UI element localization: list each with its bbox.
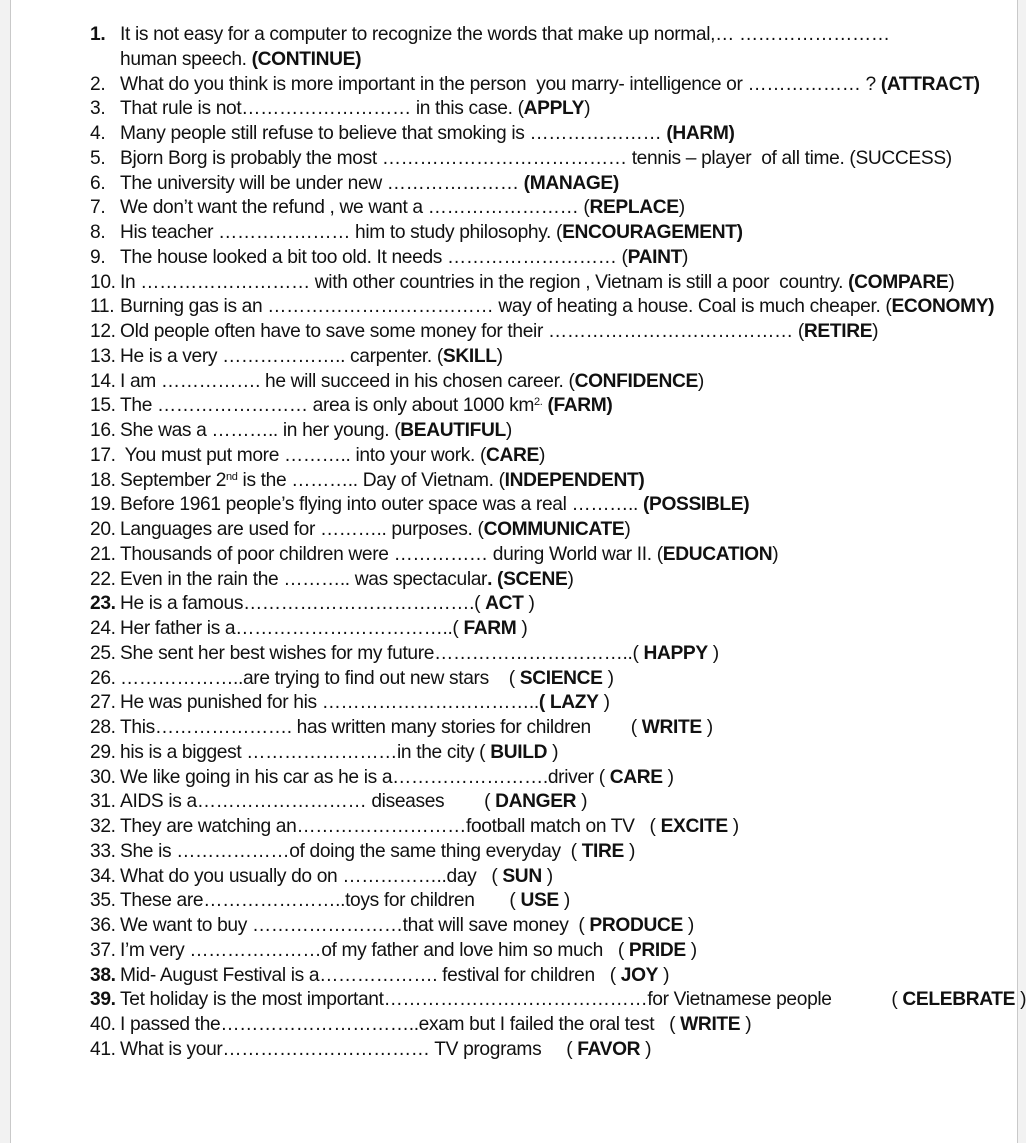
item-text <box>120 222 743 243</box>
sentence-fragment: The …………………… area is only about 1000 km <box>120 395 534 417</box>
item-number: 40. <box>90 1014 116 1035</box>
sentence-fragment: It is not easy for a computer to recognize the words that make up normal,… …………………… human speech. <box>120 24 895 70</box>
word-cue: INDEPENDENT) <box>504 469 645 491</box>
exercise-item <box>90 617 970 642</box>
sentence-fragment: What do you usually do on ……………..day ( <box>120 865 503 887</box>
item-text <box>120 420 512 441</box>
sentence-fragment: ) <box>541 865 553 887</box>
word-cue: TIRE <box>581 840 624 862</box>
item-number: 11. <box>90 296 115 318</box>
word-cue: (CONTINUE) <box>251 48 362 70</box>
item-text <box>120 23 940 73</box>
item-number: 24. <box>90 618 116 639</box>
exercise-item <box>90 493 970 518</box>
item-number: 32. <box>90 816 116 837</box>
sentence-fragment: ) <box>584 98 591 120</box>
exercise-item <box>90 766 970 791</box>
word-cue: RETIRE <box>803 321 873 342</box>
item-text <box>120 965 669 986</box>
word-cue: DANGER <box>495 791 577 813</box>
sentence-fragment: AIDS is a……………………… diseases ( <box>120 791 496 813</box>
sentence-fragment: Her father is a……………………………..( <box>120 618 464 639</box>
word-cue: FAVOR <box>577 1038 641 1060</box>
sentence-fragment: Languages are used for ……….. purposes. ( <box>120 519 484 540</box>
item-number: 21. <box>90 543 116 565</box>
item-text <box>120 890 570 911</box>
sentence-fragment: Even in the rain the ……….. was spectacular <box>120 568 488 590</box>
item-number: 9. <box>90 246 106 268</box>
sentence-fragment: Bjorn Borg is probably the most ………………………………… tennis – player of all time. (SUCCESS) <box>120 147 952 169</box>
item-number: 22. <box>90 568 116 590</box>
exercise-item <box>90 568 970 593</box>
word-cue: (FARM) <box>547 395 613 417</box>
item-text <box>120 321 878 342</box>
exercise-item <box>90 889 970 914</box>
sentence-fragment: Old people often have to save some money for their ………………………………… ( <box>120 321 804 342</box>
sentence-fragment: What is your…………………………… TV programs ( <box>120 1038 578 1060</box>
sentence-fragment: ) <box>547 741 559 763</box>
sentence-fragment: ) <box>662 766 674 788</box>
word-cue: (COMPARE <box>848 271 949 293</box>
exercise-item <box>90 320 970 345</box>
sentence-fragment: ) <box>701 717 713 738</box>
item-number: 26. <box>90 667 116 689</box>
exercise-item <box>90 196 970 221</box>
item-number: 13. <box>90 345 116 367</box>
item-text <box>120 717 713 738</box>
item-number: 23. <box>90 593 116 615</box>
sentence-fragment: ) <box>624 840 636 862</box>
item-text <box>120 98 590 119</box>
sentence-fragment: September 2 <box>120 469 227 491</box>
item-number: 31. <box>90 791 116 813</box>
sentence-fragment: ) <box>496 345 503 367</box>
item-text <box>120 618 527 639</box>
exercise-item <box>90 815 970 840</box>
item-text <box>120 742 558 763</box>
exercise-item <box>90 592 970 617</box>
exercise-item <box>90 716 970 741</box>
exercise-item <box>90 97 970 122</box>
word-cue: ( LAZY <box>538 692 599 714</box>
sentence-fragment: I passed the…………………………..exam but I failed the oral test ( <box>120 1014 681 1035</box>
item-number: 8. <box>90 222 106 243</box>
item-number: 5. <box>90 147 106 169</box>
exercise-item <box>90 543 970 568</box>
sentence-fragment: ) <box>624 519 631 540</box>
item-number: 7. <box>90 197 106 219</box>
item-text <box>120 494 749 515</box>
word-cue: (POSSIBLE) <box>642 494 750 516</box>
sentence-fragment: ) <box>685 939 697 961</box>
sentence-fragment: ) <box>602 667 614 689</box>
word-cue: WRITE <box>680 1014 741 1035</box>
item-text <box>120 989 1026 1010</box>
superscript: 2. <box>533 396 543 409</box>
word-cue: PAINT <box>627 246 682 268</box>
word-cue: . (SCENE <box>487 568 568 590</box>
sentence-fragment: ) <box>658 964 670 986</box>
exercise-item <box>90 295 995 320</box>
sentence-fragment: ) <box>516 618 528 639</box>
word-cue: WRITE <box>641 717 702 738</box>
item-text <box>120 247 688 268</box>
item-text <box>120 767 674 788</box>
word-cue: SCIENCE <box>519 667 603 689</box>
exercise-item <box>90 246 970 271</box>
item-text <box>120 470 644 491</box>
exercise-item <box>90 73 980 98</box>
item-text <box>120 173 619 194</box>
exercise-item <box>90 221 970 246</box>
item-text <box>120 1039 651 1060</box>
sentence-fragment: his is a biggest ……………………in the city ( <box>120 741 491 763</box>
exercise-item <box>90 988 1026 1013</box>
item-number: 6. <box>90 172 106 194</box>
sentence-fragment: His teacher ………………… him to study philosophy. ( <box>120 222 563 243</box>
sentence-fragment: ) <box>872 321 879 342</box>
sentence-fragment: ) <box>678 197 685 219</box>
sentence-fragment: Mid- August Festival is a………………. festival for children ( <box>120 964 621 986</box>
sentence-fragment: ) <box>567 568 574 590</box>
item-text <box>120 791 587 812</box>
sentence-fragment: Before 1961 people’s flying into outer space was a real ……….. <box>120 494 643 516</box>
sentence-fragment: I am ……………. he will succeed in his chosen career. ( <box>120 370 575 392</box>
sentence-fragment: She sent her best wishes for my future…………………………..( <box>120 642 644 664</box>
sentence-fragment: He is a very ……………….. carpenter. ( <box>120 345 443 367</box>
item-text <box>120 197 685 218</box>
exercise-item <box>90 394 970 419</box>
sentence-fragment: She was a ……….. in her young. ( <box>120 420 401 441</box>
item-number: 30. <box>90 766 116 788</box>
sentence-fragment: ) <box>681 246 688 268</box>
exercise-item <box>90 147 970 172</box>
sentence-fragment: This…………………. has written many stories for children ( <box>120 717 642 738</box>
sentence-fragment: ) <box>576 791 588 813</box>
item-text <box>120 346 503 367</box>
sentence-fragment: ) <box>558 890 570 912</box>
sentence-fragment: He was punished for his …………………………….. <box>120 692 539 714</box>
word-cue: (HARM) <box>666 123 735 144</box>
sentence-fragment: She is ………………of doing the same thing everyday ( <box>120 840 582 862</box>
sentence-fragment: ) <box>772 543 779 565</box>
word-cue: ACT <box>485 593 524 615</box>
item-number: 34. <box>90 865 116 887</box>
sentence-fragment: ) <box>523 593 535 615</box>
item-text <box>120 569 574 590</box>
word-cue: BUILD <box>490 741 548 763</box>
exercise-item <box>90 840 970 865</box>
item-text <box>120 866 553 887</box>
sentence-fragment: These are…………………..toys for children ( <box>120 890 521 912</box>
item-number: 12. <box>90 321 116 342</box>
item-number: 19. <box>90 494 116 516</box>
item-text <box>120 148 952 169</box>
sentence-fragment: ) <box>538 444 546 466</box>
word-cue: JOY <box>620 964 659 986</box>
word-cue: CONFIDENCE <box>574 370 698 392</box>
exercise-item <box>90 1038 970 1063</box>
item-number: 16. <box>90 420 116 441</box>
exercise-item <box>90 790 970 815</box>
sentence-fragment: ) <box>640 1038 652 1060</box>
item-number: 37. <box>90 939 116 961</box>
exercise-item <box>90 691 970 716</box>
item-number: 33. <box>90 840 116 862</box>
item-number: 28. <box>90 717 116 738</box>
item-number: 20. <box>90 519 116 540</box>
word-cue: (ATTRACT) <box>880 73 980 95</box>
sentence-fragment: Tet holiday is the most important……………………………………for Vietnamese people ( <box>120 989 903 1011</box>
sentence-fragment: ) <box>948 271 955 293</box>
item-number: 1. <box>90 24 106 45</box>
item-number: 25. <box>90 642 116 664</box>
item-text <box>120 816 739 837</box>
item-text <box>120 593 535 614</box>
exercise-item <box>90 964 970 989</box>
item-number: 18. <box>90 469 116 491</box>
item-text <box>120 272 954 293</box>
sentence-fragment: ) <box>697 370 704 392</box>
worksheet-page <box>10 0 1026 1143</box>
sentence-fragment: ) <box>682 915 694 936</box>
item-number: 17. <box>90 444 116 466</box>
item-number: 41. <box>90 1038 116 1060</box>
exercise-item <box>90 914 970 939</box>
sentence-fragment: He is a famous……………………………….( <box>120 593 486 615</box>
word-cue: ECONOMY) <box>891 296 995 318</box>
word-cue: SKILL <box>442 345 497 367</box>
word-cue: (MANAGE) <box>523 172 619 194</box>
item-number: 14. <box>90 370 116 392</box>
superscript: nd <box>226 470 238 483</box>
word-cue: CARE <box>609 766 663 788</box>
word-cue: REPLACE <box>589 197 679 219</box>
word-cue: EDUCATION <box>662 543 773 565</box>
word-cue: PRIDE <box>628 939 686 961</box>
item-number: 3. <box>90 98 106 120</box>
word-cue: HAPPY <box>643 642 708 664</box>
sentence-fragment: Thousands of poor children were …………… during World war II. ( <box>120 543 663 565</box>
exercise-list <box>90 23 1026 1063</box>
exercise-item <box>90 419 970 444</box>
item-text <box>120 123 735 144</box>
exercise-item <box>90 23 970 73</box>
exercise-item <box>90 172 970 197</box>
exercise-item <box>90 122 970 147</box>
sentence-fragment: We want to buy ……………………that will save money ( <box>120 915 590 936</box>
sentence-fragment: What do you think is more important in the person you marry- intelligence or ……………… ? <box>120 73 881 95</box>
exercise-item <box>90 271 970 296</box>
sentence-fragment: They are watching an………………………football match on TV ( <box>120 816 661 837</box>
word-cue: USE <box>520 890 559 912</box>
item-text <box>120 668 614 689</box>
sentence-fragment: ) <box>740 1014 752 1035</box>
item-number: 27. <box>90 692 116 714</box>
item-number: 2. <box>90 73 106 95</box>
sentence-fragment: That rule is not……………………… in this case. ( <box>120 98 524 120</box>
sentence-fragment: The house looked a bit too old. It needs ……………………… ( <box>120 246 628 268</box>
exercise-item <box>90 370 970 395</box>
item-text <box>120 1014 751 1035</box>
exercise-item <box>90 469 970 494</box>
sentence-fragment: ) <box>1015 989 1026 1011</box>
sentence-fragment: Many people still refuse to believe that smoking is ………………… <box>120 123 667 144</box>
sentence-fragment: We don’t want the refund , we want a …………………… ( <box>120 197 590 219</box>
sentence-fragment: In ……………………… with other countries in the region , Vietnam is still a poor country. <box>120 271 849 293</box>
sentence-fragment: The university will be under new ………………… <box>120 172 524 194</box>
item-number: 10. <box>90 271 116 293</box>
item-text <box>120 915 694 936</box>
item-number: 29. <box>90 741 116 763</box>
item-number: 4. <box>90 123 106 144</box>
sentence-fragment: ) <box>727 816 739 837</box>
sentence-fragment: You must put more ……….. into your work. ( <box>120 444 486 466</box>
word-cue: APPLY <box>523 98 585 120</box>
item-text <box>120 296 994 317</box>
exercise-item <box>90 1013 970 1038</box>
word-cue: PRODUCE <box>589 915 683 936</box>
exercise-item <box>90 518 970 543</box>
word-cue: SUN <box>502 865 542 887</box>
item-text <box>120 692 610 713</box>
exercise-item <box>90 444 970 469</box>
word-cue: BEAUTIFUL <box>400 420 506 441</box>
word-cue: CARE <box>486 444 539 466</box>
sentence-fragment: ) <box>505 420 512 441</box>
item-text <box>120 371 704 392</box>
item-text <box>120 395 612 416</box>
word-cue: CELEBRATE <box>902 989 1016 1011</box>
item-number: 38. <box>90 964 116 986</box>
sentence-fragment: is the ……….. Day of Vietnam. ( <box>237 469 505 491</box>
item-text <box>120 940 697 961</box>
exercise-item <box>90 741 970 766</box>
sentence-fragment: We like going in his car as he is a…………………….driver ( <box>120 766 610 788</box>
exercise-item <box>90 667 970 692</box>
sentence-fragment: Burning gas is an ……………………………… way of heating a house. Coal is much cheaper. ( <box>120 296 892 318</box>
sentence-fragment: ) <box>598 692 610 714</box>
word-cue: EXCITE <box>660 816 728 837</box>
item-text <box>120 74 980 95</box>
word-cue: COMMUNICATE <box>483 519 625 540</box>
item-number: 35. <box>90 890 116 912</box>
item-number: 15. <box>90 395 116 417</box>
exercise-item <box>90 642 970 667</box>
item-text <box>120 643 719 664</box>
item-text <box>120 841 635 862</box>
item-number: 36. <box>90 915 116 936</box>
word-cue: FARM <box>463 618 517 639</box>
sentence-fragment: ) <box>707 642 719 664</box>
item-text <box>120 544 778 565</box>
exercise-item <box>90 939 970 964</box>
item-number: 39. <box>90 989 116 1011</box>
item-text <box>120 445 545 466</box>
word-cue: ENCOURAGEMENT) <box>562 222 743 243</box>
item-text <box>120 519 630 540</box>
exercise-item <box>90 865 970 890</box>
sentence-fragment: I’m very …………………of my father and love him so much ( <box>120 939 629 961</box>
sentence-fragment: ………………..are trying to find out new stars ( <box>120 667 520 689</box>
exercise-item <box>90 345 970 370</box>
